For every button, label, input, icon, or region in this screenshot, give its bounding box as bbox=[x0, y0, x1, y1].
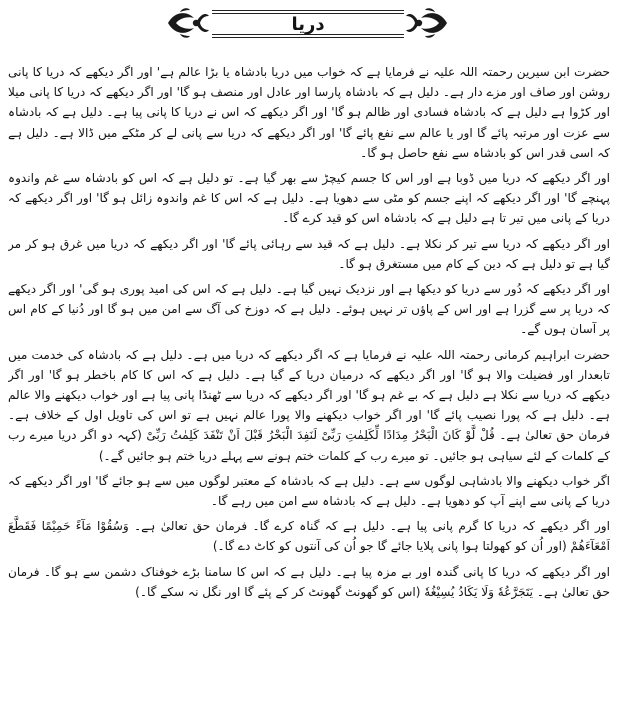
page-header bbox=[0, 6, 620, 42]
title-frame bbox=[212, 10, 404, 38]
paragraph-foul-water: اور اگر دیکھے کہ دریا کا پانی گندہ اور بے مزہ پیا ہے۔ دلیل ہے کہ اس کا سامنا بڑے خوفناک دشمن سے ہو گا۔ فرمان حق تعالیٰ ہے۔ یَتَجَرَّعُهٗ وَلَا یَكَادُ یُسِیْغُهٗ (اس کو گھونٹ گھونٹ کر کے پئے گا اور نگل نہ سکے گا۔) bbox=[8, 564, 610, 599]
paragraph-drowning: اور اگر دیکھے کہ دریا میں ڈوبا ہے اور اس کا جسم کیچڑ سے بھر گیا ہے۔ تو دلیل ہے کہ اس کو بادشاہ سے غم واندوہ پہنچے گا' اور اگر دیکھے کہ اپنے جسم کو مٹی سے دھویا ہے۔ دلیل ہے کہ اس کا غم واندوہ زائل ہو گا' اور اگر دیکھے کہ دریا کے پانی میں تیر تا ہے دلیل ہے کہ بادشاہ اس کو قید کرے گا۔ bbox=[8, 171, 610, 226]
paragraph-swimming-out: اور اگر دیکھے کہ دریا سے تیر کر نکلا ہے۔ دلیل ہے کہ قید سے رہائی پائے گا' اور اگر دیکھے کہ دریا میں غرق ہو کر مر گیا ہے تو دلیل ہے کہ دین کے کام میں مستغرق ہو گا۔ bbox=[8, 236, 610, 271]
paragraph-distance: اور اگر دیکھے کہ دُور سے دریا کو دیکھا ہے اور نزدیک نہیں گیا ہے۔ دلیل ہے کہ اس کی امید پوری ہو گی' اور اگر دیکھے کہ دریا پر سے گزرا ہے اور اس کے پاؤں تر نہیں ہوئے۔ دلیل ہے کہ دوزخ کی آگ سے امن میں ہو گا اور دُنیا کے کام اس پر آسان ہوں گے۔ bbox=[8, 282, 610, 337]
article-body bbox=[8, 62, 610, 710]
paragraph-ibrahim-kirmani: حضرت ابراہیم کرمانی رحمتہ اللہ علیہ نے فرمایا ہے کہ اگر دیکھے کہ دریا میں ہے۔ دلیل ہے کہ بادشاہ کی خدمت میں تابعدار اور فضیلت والا ہو گا' اور اگر دیکھے کہ درمیان دریا کے گیا ہے۔ دلیل ہے کہ اس کا کام باخطر ہو گا' اور اگر دیکھے کہ دریا سے نکلا ہے دلیل ہے کہ بے غم ہو گا' اور اگر دیکھے کہ دریا سے ٹھنڈا پانی پیا ہے اور خواب دیکھنے والا عالم ہے۔ دلیل ہے کہ پورا نصیب پائے گا' اور اگر خواب دیکھنے والا پورا عالم نہیں ہے تو اس کی تاویل اول کے خلاف ہے۔ فرمان حق تعالیٰ ہے۔ قُلْ لَّوْ كَانَ الْبَحْرُ مِدَادًا لِّكَلِمٰتِ رَبِّیْ لَنَفِدَ الْبَحْرُ قَبْلَ اَنْ تَنْفَدَ كَلِمٰتُ رَبِّیْ (کہہ دو اگر دریا میرے رب کے کلمات کے لئے سیاہی ہو جائیں۔ تو میرے رب کے کلمات ختم ہونے سے پہلے دریا ختم ہو جائیں گے۔) bbox=[8, 347, 610, 463]
left-ornament-icon bbox=[166, 6, 210, 40]
paragraph-ibn-sirin: حضرت ابن سیرین رحمتہ اللہ علیہ نے فرمایا ہے کہ خواب میں دریا بادشاہ یا بڑا عالم ہے' اور اگر دیکھے کہ دریا کا پانی روشن اور صاف اور مزے دار ہے۔ دلیل ہے کہ بادشاہ پارسا اور عادل اور منصف ہو گا' اور اگر دیکھے کہ دریا کا پانی میلا اور کڑوا ہے دلیل ہے کہ بادشاہ فسادی اور ظالم ہو گا' اور اگر دیکھے کہ اس نے دریا کا پانی پیا ہے۔ دلیل ہے کہ بادشاہ سے عزت اور مرتبہ پائے گا اور یا عالم سے نفع پائے گا' اور اگر دیکھے کہ دریا سے پانی لے کر مٹکے میں ڈالا ہے۔ دلیل ہے کہ اسی قدر اس کو بادشاہ سے نفع حاصل ہو گا۔ bbox=[8, 65, 610, 160]
paragraph-royal-people: اگر خواب دیکھنے والا بادشاہی لوگوں سے ہے۔ دلیل ہے کہ بادشاہ کے معتبر لوگوں میں سے ہو جائے گا' اور اگر دیکھے کہ دریا کے پانی سے اپنے آپ کو دھویا ہے۔ دلیل ہے کہ بادشاہ سے امن میں رہے گا۔ bbox=[8, 473, 610, 509]
page-title: دریا bbox=[291, 14, 325, 35]
right-ornament-icon bbox=[405, 6, 449, 40]
paragraph-hot-water: اور اگر دیکھے کہ دریا کا گرم پانی پیا ہے۔ دلیل ہے کہ گناہ کرے گا۔ فرمان حق تعالیٰ ہے۔ وَسُقُوْا مَآءً حَمِیْمًا فَقَطَّعَ اَمْعَآءَهُمْ (اور اُن کو کھولتا ہوا پانی پلایا جائے گا جو اُن کی آنتوں کو کاٹ دے گا۔) bbox=[8, 519, 610, 554]
